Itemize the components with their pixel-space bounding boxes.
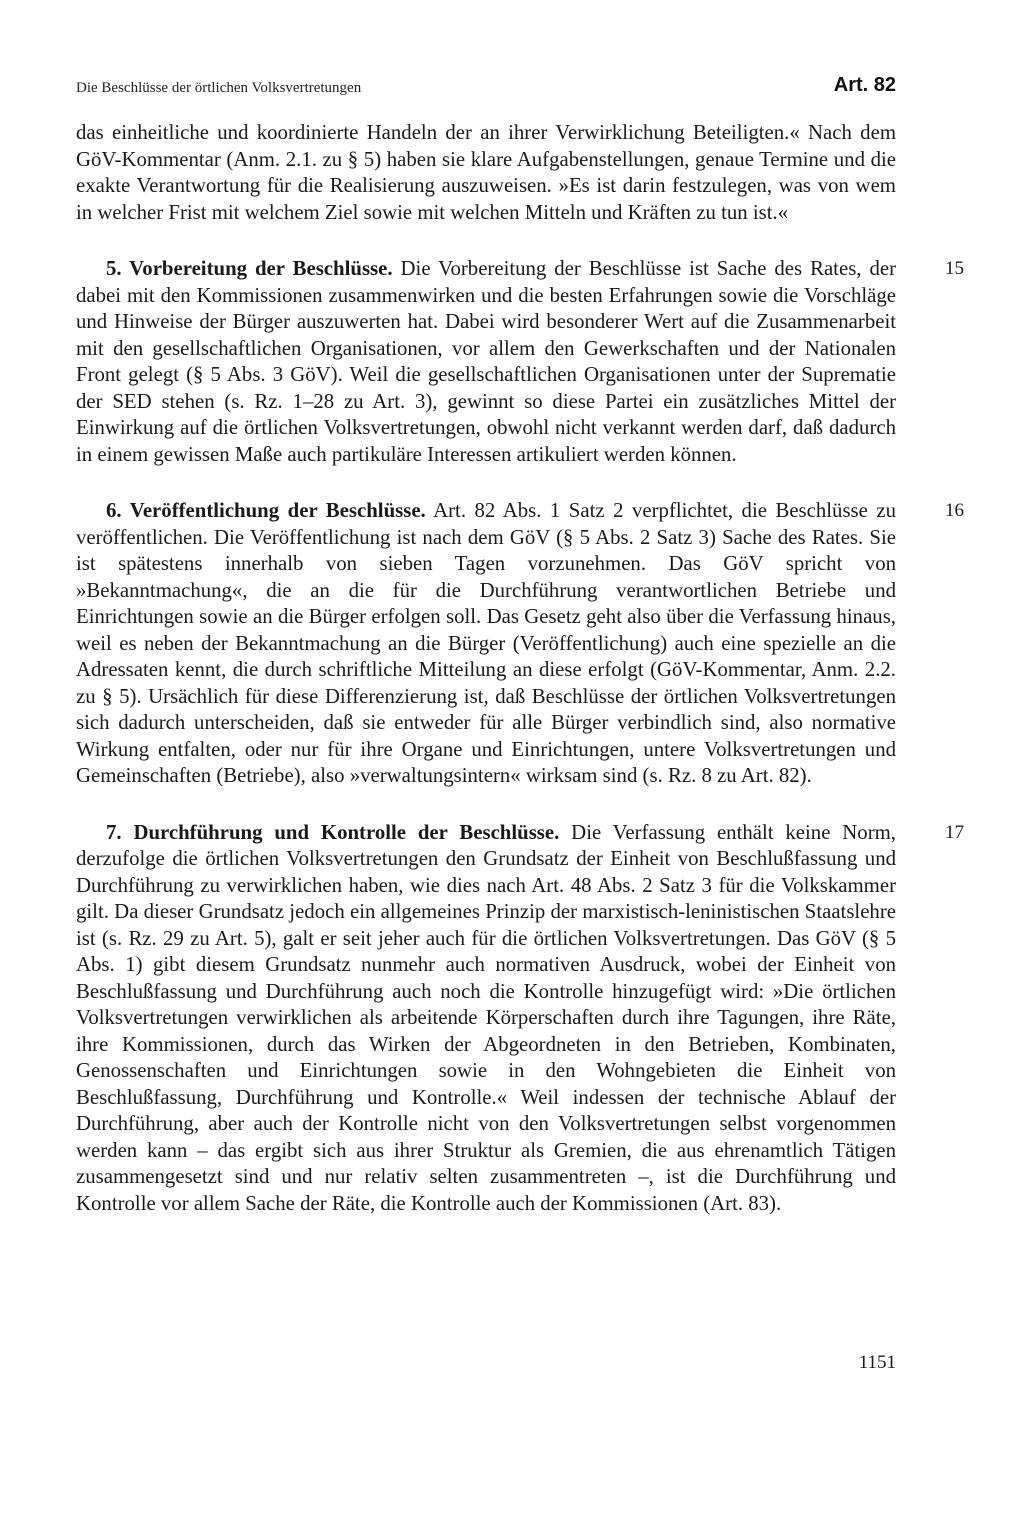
section-17: [76, 820, 964, 1218]
page-number: 1151: [858, 1352, 896, 1373]
section-heading: 7. Durchführung und Kontrolle der Beschlüsse.: [106, 820, 560, 844]
section-15: [76, 256, 964, 468]
running-head: Die Beschlüsse der örtlichen Volksvertretungen: [76, 80, 362, 96]
margin-number: 17: [945, 821, 964, 843]
section-heading: 6. Veröffentlichung der Beschlüsse.: [106, 499, 426, 522]
section-paragraph: [76, 498, 896, 790]
intro-paragraph: das einheitliche und koordinierte Handeln der an ihrer Verwirklichung Beteiligten.« Nach dem GöV-Kommentar (Anm. 2.1. zu § 5) haben sie klare Aufgabenstellungen, genaue Termine und die exakte Verantwortung für die Realisierung auszuweisen. »Es ist darin festzulegen, was von wem in welcher Frist mit welchem Ziel sowie mit welchen Mitteln und Kräften zu tun ist.«: [76, 121, 896, 224]
section-16: [76, 498, 964, 790]
section-paragraph: [76, 820, 896, 1218]
section-heading: 5. Vorbereitung der Beschlüsse.: [106, 257, 393, 280]
margin-number: 16: [945, 500, 964, 521]
intro-block: [76, 120, 896, 226]
section-text: Die Verfassung enthält keine Norm, derzufolge die örtlichen Volksvertretungen den Grundsatz der Einheit von Beschlußfassung und Durchführung zu verwirklichen haben, wie dies nach Art. 48 Abs. 2 Satz 3 für die Volkskammer gilt. Da dieser Grundsatz jedoch ein allgemeines Prinzip der marxistisch-leninistischen Staatslehre ist (s. Rz. 29 zu Art. 5), galt er seit jeher auch für die örtlichen Volksvertretungen. Das GöV (§ 5 Abs. 1) gibt diesem Grundsatz nunmehr auch normativen Ausdruck, wobei der Einheit von Beschlußfassung und Durchführung auch noch die Kontrolle hinzugefügt wird: »Die örtlichen Volksvertretungen verwirklichen als arbeitende Körperschaften durch ihre Tagungen, ihre Räte, ihre Kommissionen, durch das Wirken der Abgeordneten in den Betrieben, Kombinaten, Genossenschaften und Einrichtungen sowie in den Wohngebieten die Einheit von Beschlußfassung, Durchführung und Kontrolle.« Weil indessen der technische Ablauf der Durchführung, aber auch der Kontrolle nicht von den Volksvertretungen selbst vorgenommen werden kann – das ergibt sich aus ihrer Struktur als Gremien, die aus ehrenamtlich Tätigen zusammengesetzt sind und nur relativ selten zusammentreten –, ist die Durchführung und Kontrolle vor allem Sache der Räte, die Kontrolle auch der Kommissionen (Art. 83).: [76, 820, 896, 1215]
page-body: [76, 120, 964, 1217]
section-text: Art. 82 Abs. 1 Satz 2 verpflichtet, die Beschlüsse zu veröffentlichen. Die Veröffentlichung ist nach dem GöV (§ 5 Abs. 2 Satz 3) Sache des Rates. Sie ist spätestens innerhalb von sieben Tagen vorzunehmen. Das GöV spricht von »Bekanntmachung«, die an die für die Durchführung verantwortlichen Betriebe und Einrichtungen sowie an die Bürger erfolgen soll. Das Gesetz geht also über die Verfassung hinaus, weil es neben der Bekanntmachung an die Bürger (Veröffentlichung) auch eine spezielle an die Adressaten kennt, die durch schriftliche Mitteilung an diese erfolgt (GöV-Kommentar, Anm. 2.2. zu § 5). Ursächlich für diese Differenzierung ist, daß Beschlüsse der örtlichen Volksvertretungen sich dadurch unterscheiden, daß sie entweder für alle Bürger verbindlich sind, also normative Wirkung entfalten, oder nur für ihre Organe und Einrichtungen, untere Volksvertretungen und Gemeinschaften (Betriebe), also »verwaltungsintern« wirksam sind (s. Rz. 8 zu Art. 82).: [76, 499, 897, 787]
section-text: Die Vorbereitung der Beschlüsse ist Sache des Rates, der dabei mit den Kommissionen zusammenwirken und die besten Erfahrungen sowie die Vorschläge und Hinweise der Bürger auszuwerten hat. Dabei wird besonderer Wert auf die Zusammenarbeit mit den gesellschaftlichen Organisationen, vor allem den Gewerkschaften und der Nationalen Front gelegt (§ 5 Abs. 3 GöV). Weil die gesellschaftlichen Organisationen unter der Suprematie der SED stehen (s. Rz. 1–28 zu Art. 3), gewinnt so diese Partei ein zusätzliches Mittel der Einwirkung auf die örtlichen Volksvertretungen, obwohl nicht verkannt werden darf, daß dadurch in einem gewissen Maße auch partikuläre Interessen artikuliert werden können.: [76, 257, 896, 466]
section-paragraph: [76, 256, 896, 468]
margin-number: 15: [945, 258, 964, 279]
article-label: Art. 82: [833, 74, 896, 96]
